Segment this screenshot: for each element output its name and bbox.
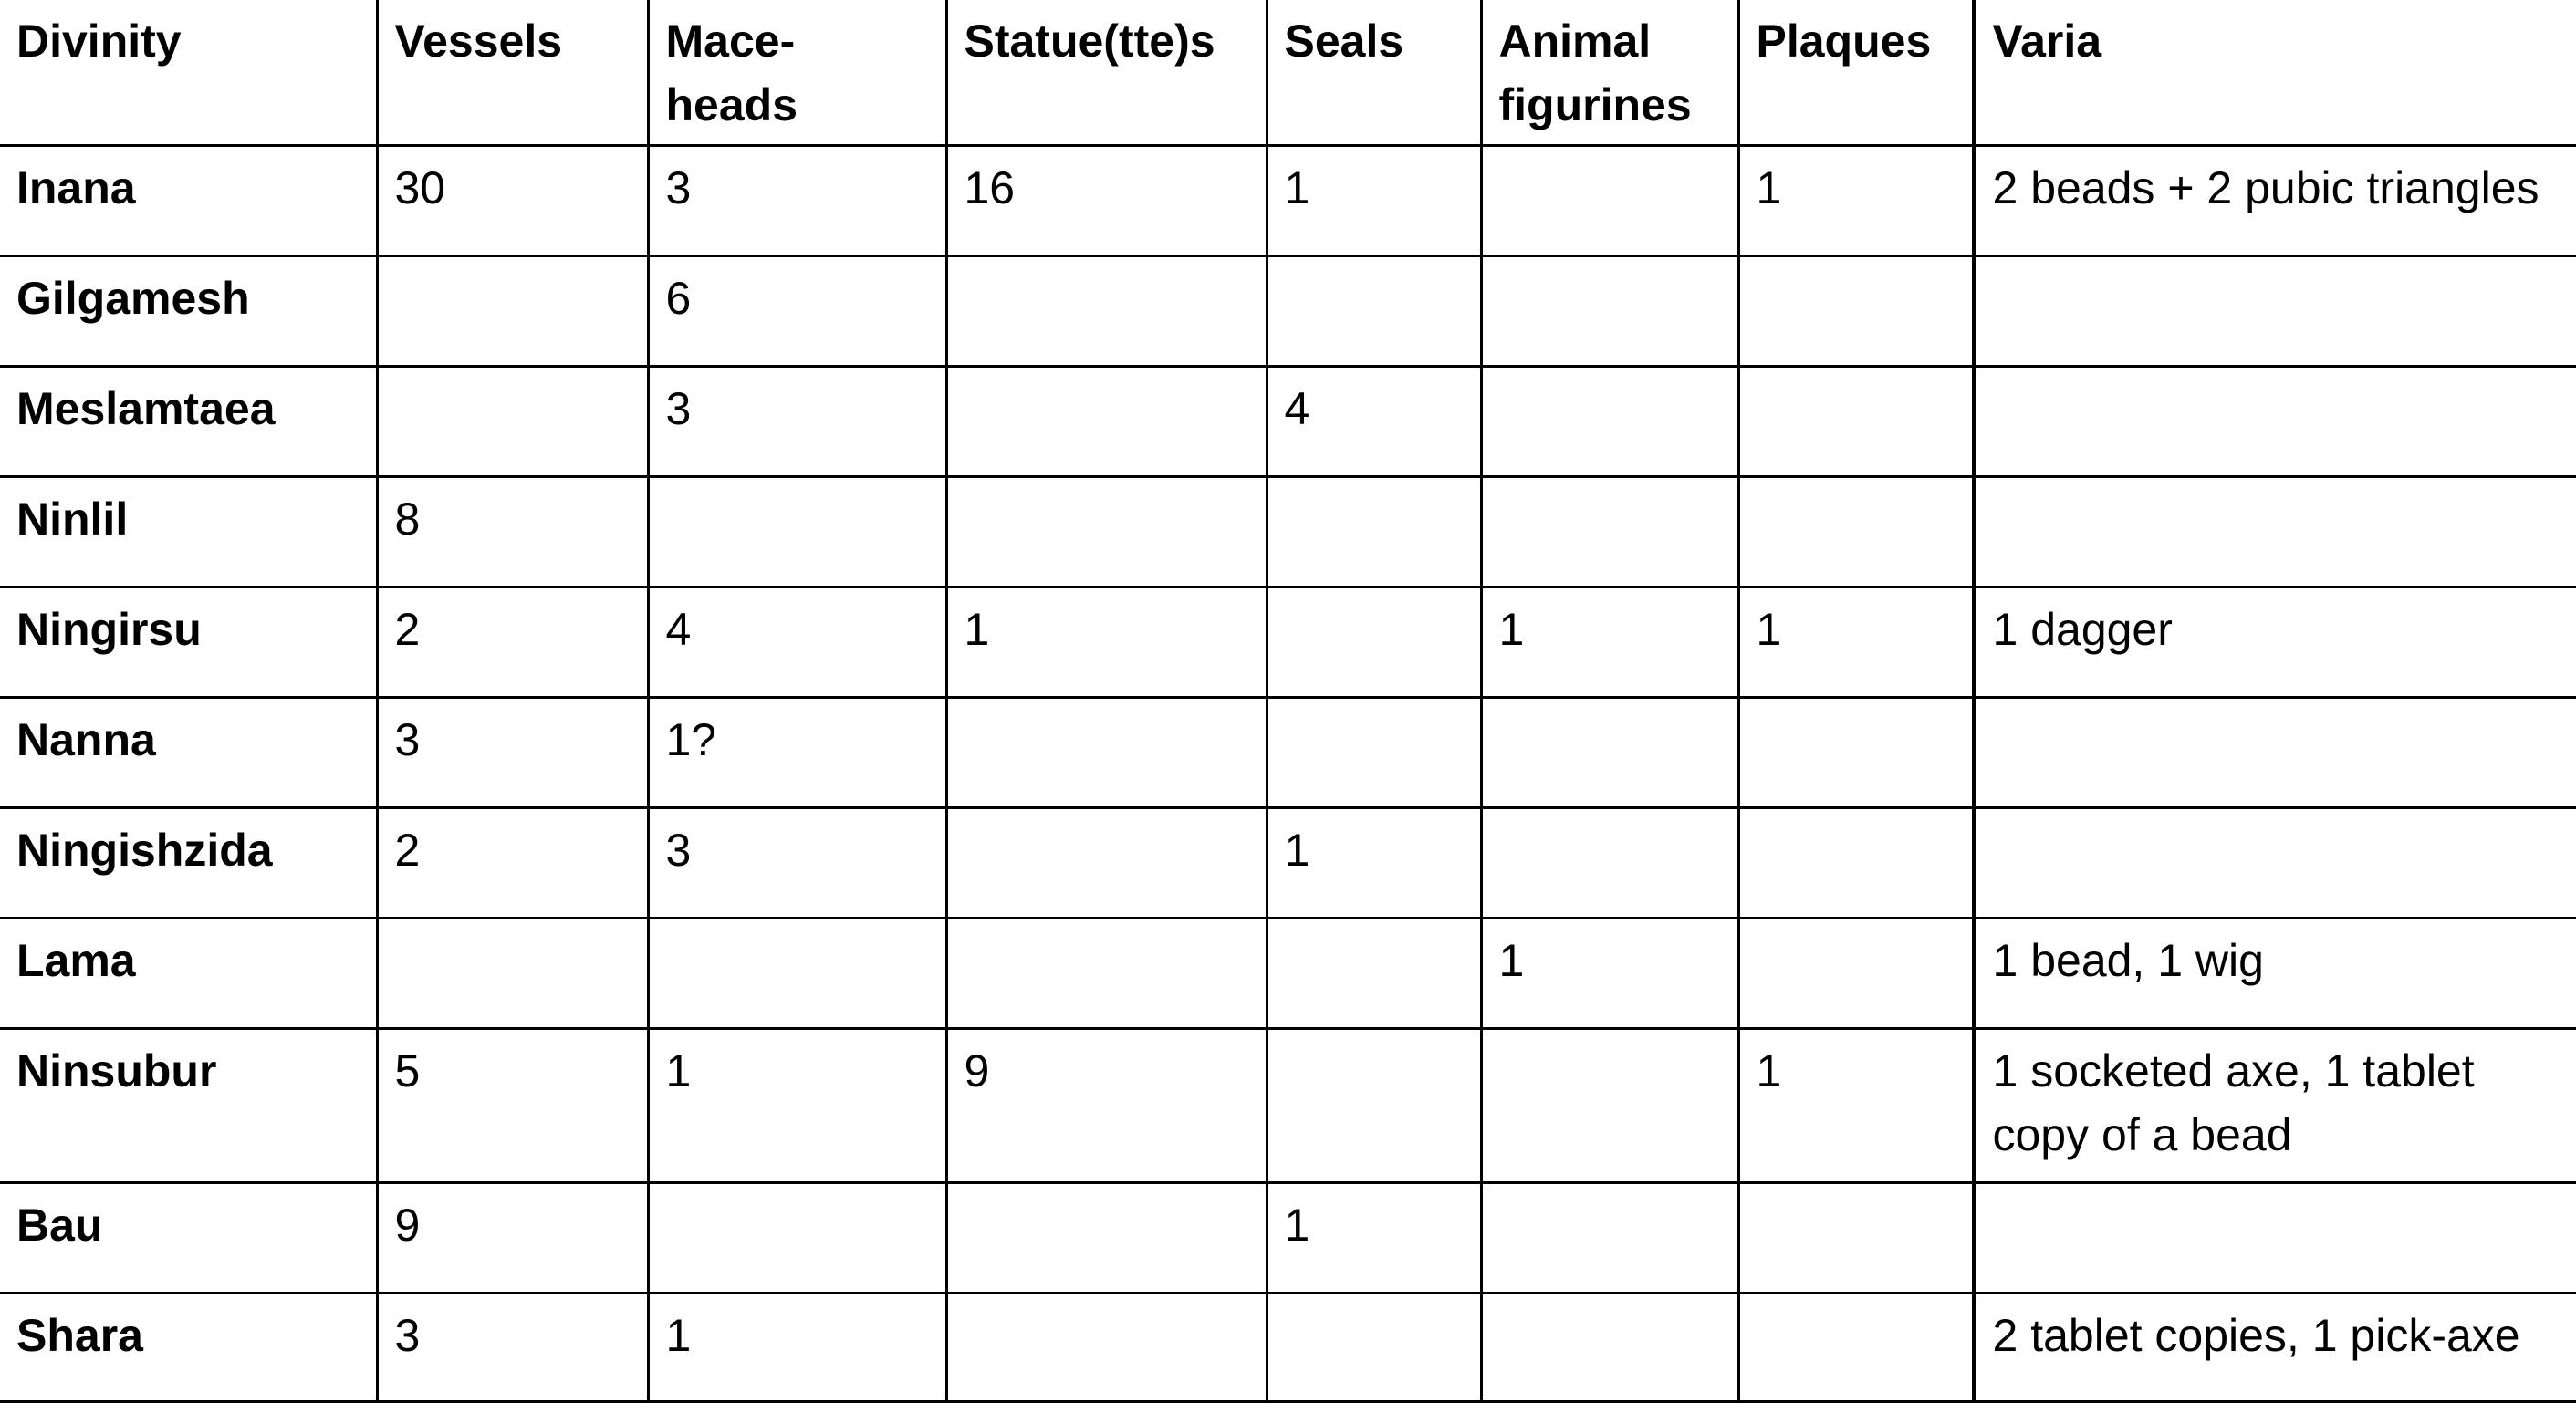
cell-seals <box>1267 1293 1481 1401</box>
cell-maceheads: 1 <box>648 1293 946 1401</box>
table-row <box>0 918 2576 1028</box>
cell-animal-figurines <box>1481 697 1738 807</box>
cell-maceheads: 4 <box>648 587 946 697</box>
cell-seals <box>1267 1028 1481 1182</box>
cell-plaques <box>1738 1182 1974 1293</box>
header-row <box>0 0 2576 145</box>
cell-statuettes <box>946 918 1267 1028</box>
cell-divinity: Bau <box>0 1182 377 1293</box>
header-maceheads-line1: Mace- <box>665 16 796 67</box>
cell-seals: 1 <box>1267 145 1481 255</box>
cell-varia: 2 beads + 2 pubic triangles <box>1974 145 2576 255</box>
header-animal-line1: Animal <box>1498 16 1652 67</box>
cell-animal-figurines <box>1481 366 1738 476</box>
cell-maceheads: 3 <box>648 145 946 255</box>
cell-plaques <box>1738 1293 1974 1401</box>
table-row <box>0 255 2576 366</box>
cell-animal-figurines <box>1481 1182 1738 1293</box>
table-row <box>0 1028 2576 1182</box>
cell-maceheads <box>648 918 946 1028</box>
cell-divinity: Gilgamesh <box>0 255 377 366</box>
cell-plaques <box>1738 476 1974 587</box>
cell-vessels: 2 <box>377 587 648 697</box>
cell-maceheads <box>648 1182 946 1293</box>
cell-varia <box>1974 476 2576 587</box>
table-row <box>0 145 2576 255</box>
cell-plaques <box>1738 697 1974 807</box>
cell-animal-figurines <box>1481 476 1738 587</box>
cell-statuettes <box>946 366 1267 476</box>
table-row <box>0 587 2576 697</box>
cell-divinity: Ningirsu <box>0 587 377 697</box>
table-row <box>0 366 2576 476</box>
cell-animal-figurines <box>1481 807 1738 918</box>
cell-seals <box>1267 918 1481 1028</box>
cell-varia: 1 dagger <box>1974 587 2576 697</box>
cell-seals: 1 <box>1267 807 1481 918</box>
header-statuettes: Statue(tte)s <box>946 0 1267 145</box>
cell-vessels: 3 <box>377 1293 648 1401</box>
cell-varia <box>1974 255 2576 366</box>
cell-plaques: 1 <box>1738 587 1974 697</box>
cell-vessels: 30 <box>377 145 648 255</box>
cell-vessels: 5 <box>377 1028 648 1182</box>
cell-maceheads: 1 <box>648 1028 946 1182</box>
cell-statuettes <box>946 476 1267 587</box>
cell-maceheads: 6 <box>648 255 946 366</box>
cell-maceheads: 3 <box>648 366 946 476</box>
cell-varia <box>1974 697 2576 807</box>
cell-divinity: Shara <box>0 1293 377 1401</box>
cell-divinity: Ningishzida <box>0 807 377 918</box>
cell-vessels: 3 <box>377 697 648 807</box>
header-maceheads <box>648 0 946 145</box>
cell-seals: 1 <box>1267 1182 1481 1293</box>
cell-divinity: Ninsubur <box>0 1028 377 1182</box>
cell-varia <box>1974 366 2576 476</box>
cell-plaques: 1 <box>1738 145 1974 255</box>
cell-statuettes <box>946 1182 1267 1293</box>
cell-statuettes: 16 <box>946 145 1267 255</box>
cell-seals: 4 <box>1267 366 1481 476</box>
cell-varia <box>1974 807 2576 918</box>
cell-statuettes <box>946 1293 1267 1401</box>
cell-statuettes <box>946 255 1267 366</box>
cell-divinity: Meslamtaea <box>0 366 377 476</box>
cell-vessels <box>377 255 648 366</box>
cell-animal-figurines: 1 <box>1481 918 1738 1028</box>
cell-plaques <box>1738 918 1974 1028</box>
header-vessels: Vessels <box>377 0 648 145</box>
table-row <box>0 1182 2576 1293</box>
cell-statuettes: 1 <box>946 587 1267 697</box>
cell-plaques <box>1738 255 1974 366</box>
cell-seals <box>1267 587 1481 697</box>
table-row <box>0 1293 2576 1401</box>
cell-divinity: Nanna <box>0 697 377 807</box>
cell-statuettes <box>946 807 1267 918</box>
cell-maceheads: 3 <box>648 807 946 918</box>
cell-statuettes <box>946 697 1267 807</box>
header-divinity: Divinity <box>0 0 377 145</box>
cell-plaques: 1 <box>1738 1028 1974 1182</box>
cell-statuettes: 9 <box>946 1028 1267 1182</box>
cell-varia <box>1974 1182 2576 1293</box>
header-plaques: Plaques <box>1738 0 1974 145</box>
cell-animal-figurines <box>1481 145 1738 255</box>
table-row <box>0 807 2576 918</box>
cell-divinity: Inana <box>0 145 377 255</box>
cell-animal-figurines <box>1481 1028 1738 1182</box>
cell-vessels: 8 <box>377 476 648 587</box>
cell-vessels <box>377 918 648 1028</box>
cell-varia: 2 tablet copies, 1 pick-axe <box>1974 1293 2576 1401</box>
cell-seals <box>1267 697 1481 807</box>
cell-animal-figurines <box>1481 1293 1738 1401</box>
cell-seals <box>1267 255 1481 366</box>
header-varia: Varia <box>1974 0 2576 145</box>
cell-divinity: Lama <box>0 918 377 1028</box>
cell-maceheads: 1? <box>648 697 946 807</box>
header-seals: Seals <box>1267 0 1481 145</box>
cell-vessels <box>377 366 648 476</box>
header-animal-figurines <box>1481 0 1738 145</box>
cell-maceheads <box>648 476 946 587</box>
header-animal-line2: figurines <box>1498 79 1692 130</box>
cell-vessels: 2 <box>377 807 648 918</box>
table-row <box>0 476 2576 587</box>
header-maceheads-line2: heads <box>665 79 798 130</box>
cell-divinity: Ninlil <box>0 476 377 587</box>
cell-animal-figurines <box>1481 255 1738 366</box>
cell-animal-figurines: 1 <box>1481 587 1738 697</box>
cell-varia: 1 socketed axe, 1 tablet copy of a bead <box>1974 1028 2576 1182</box>
cell-plaques <box>1738 807 1974 918</box>
cell-plaques <box>1738 366 1974 476</box>
cell-varia: 1 bead, 1 wig <box>1974 918 2576 1028</box>
cell-vessels: 9 <box>377 1182 648 1293</box>
table-row <box>0 697 2576 807</box>
cell-seals <box>1267 476 1481 587</box>
